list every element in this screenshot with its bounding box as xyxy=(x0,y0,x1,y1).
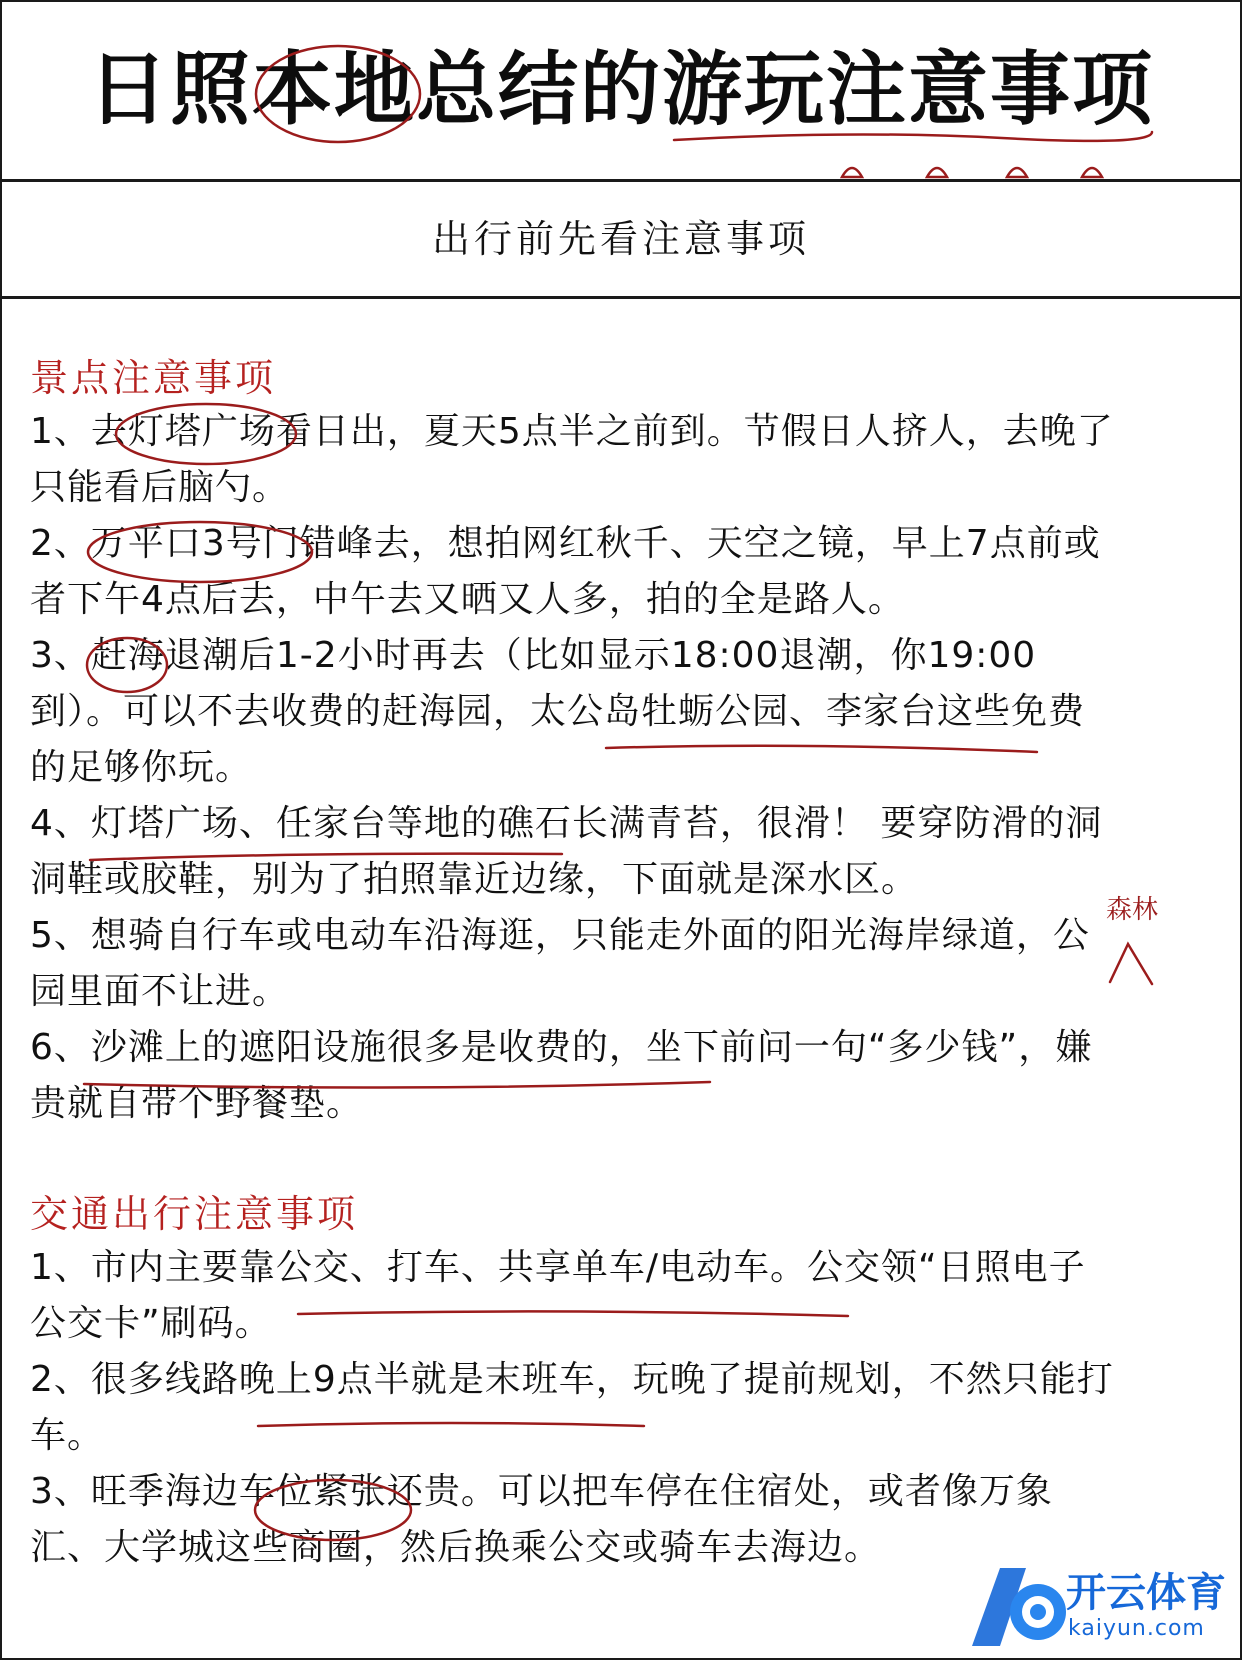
text-line: 者下午4点后去，中午去又晒又人多，拍的全是路人。 xyxy=(30,579,905,620)
watermark-brand: 开云体育 xyxy=(1066,1570,1226,1616)
text-line: 3、赶海退潮后1-2小时再去（比如显示18:00退潮，你19:00 xyxy=(30,635,1037,676)
title-box xyxy=(2,2,1240,182)
page-subtitle: 出行前先看注意事项 xyxy=(431,217,810,261)
text-line: 到）。可以不去收费的赶海园，太公岛牡蛎公园、李家台这些免费 xyxy=(30,691,1086,732)
handwritten-note: 森林 xyxy=(1106,895,1159,925)
text-line: 2、很多线路晚上9点半就是末班车，玩晚了提前规划，不然只能打 xyxy=(30,1359,1114,1400)
text-line: 汇、大学城这些商圈，然后换乘公交或骑车去海边。 xyxy=(30,1527,882,1568)
section-heading-attractions: 景点注意事项 xyxy=(30,356,277,400)
text-line: 6、沙滩上的遮阳设施很多是收费的，坐下前问一句“多少钱”，嫌 xyxy=(30,1027,1093,1068)
text-line: 园里面不让进。 xyxy=(30,971,290,1012)
text-line: 的足够你玩。 xyxy=(30,747,253,788)
text-line: 1、去灯塔广场看日出，夏天5点半之前到。节假日人挤人，去晚了 xyxy=(30,411,1114,452)
text-line: 只能看后脑勺。 xyxy=(30,467,290,508)
content xyxy=(30,352,1220,1576)
page-title: 日照本地总结的游玩注意事项 xyxy=(88,43,1154,136)
text-line: 公交卡”刷码。 xyxy=(30,1303,272,1344)
kaiyun-logo-icon xyxy=(972,1568,1066,1646)
text-line: 2、万平口3号门错峰去，想拍网红秋千、天空之镜，早上7点前或 xyxy=(30,523,1101,564)
text-line: 1、市内主要靠公交、打车、共享单车/电动车。公交领“日照电子 xyxy=(30,1247,1086,1288)
subtitle-box xyxy=(2,182,1240,299)
text-line: 车。 xyxy=(30,1415,105,1456)
text-line: 4、灯塔广场、任家台等地的礁石长满青苔，很滑！ 要穿防滑的洞 xyxy=(30,803,1103,844)
text-line: 贵就自带个野餐垫。 xyxy=(30,1083,364,1124)
text-line: 5、想骑自行车或电动车沿海逛，只能走外面的阳光海岸绿道，公 xyxy=(30,915,1090,956)
section-heading-transport: 交通出行注意事项 xyxy=(30,1192,359,1236)
watermark-url: kaiyun.com xyxy=(1068,1616,1205,1641)
text-line: 洞鞋或胶鞋，别为了拍照靠近边缘，下面就是深水区。 xyxy=(30,859,919,900)
section-spacer xyxy=(30,1132,1220,1188)
text-line: 3、旺季海边车位紧张还贵。可以把车停在住宿处，或者像万象 xyxy=(30,1471,1053,1512)
